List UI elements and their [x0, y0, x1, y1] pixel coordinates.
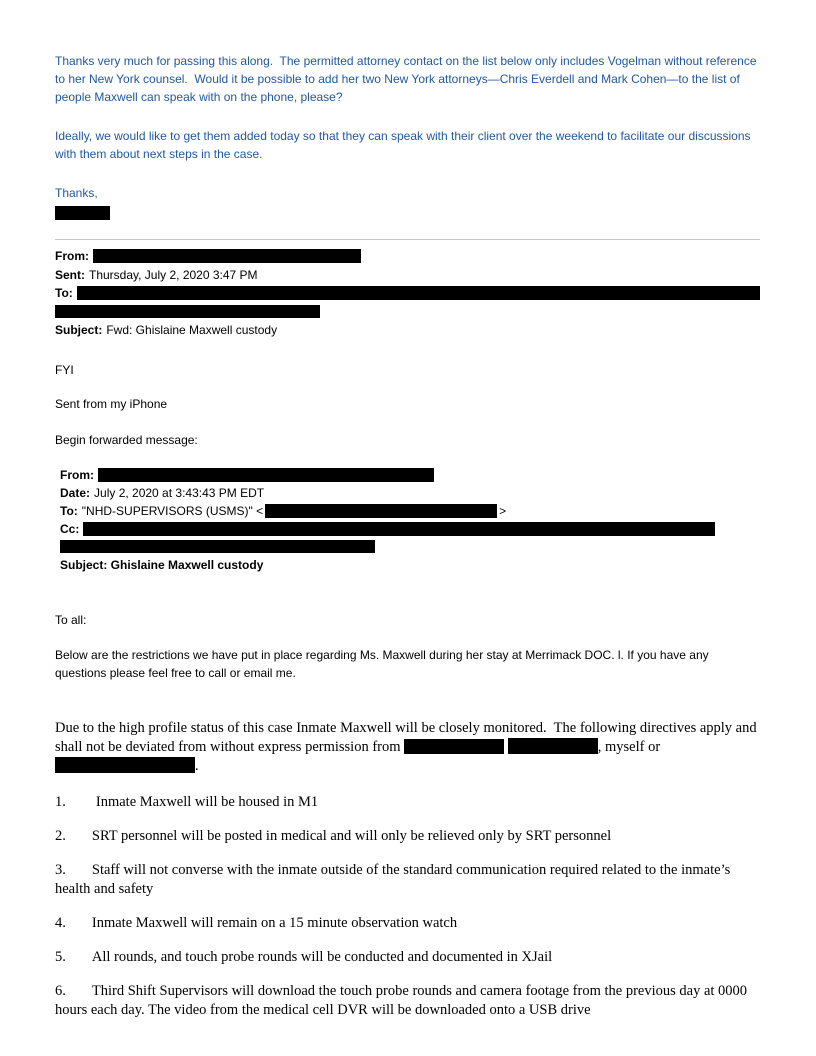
list-item-1	[55, 793, 760, 812]
list-item-6	[55, 982, 760, 1020]
reply-signoff: Thanks,	[55, 186, 98, 200]
reply-paragraph-2: Ideally, we would like to get them added today so that they can speak with their client over the weekend to facilitate our discussions with them about next steps in the case.	[55, 129, 754, 161]
forwarded-email-header	[60, 466, 760, 574]
fwd-from-line	[60, 466, 760, 484]
restrictions-intro-text: Below are the restrictions we have put in place regarding Ms. Maxwell during her stay at Merrimack DOC. l. If you have any questions please feel free to call or email me.	[55, 647, 709, 680]
fwd-to-value-suffix: >	[499, 503, 507, 518]
to-label: To:	[55, 286, 73, 301]
fwd-to-line	[60, 502, 760, 520]
redaction-bar-signature	[55, 206, 110, 220]
redaction-bar-fwd-to	[265, 504, 497, 518]
fwd-from-label: From:	[60, 467, 94, 482]
subject-label: Subject:	[55, 323, 103, 338]
list-item-number: 3.	[55, 861, 66, 878]
redaction-bar-to	[77, 286, 760, 300]
outer-subject-line	[55, 321, 760, 340]
directive-text-3: .	[195, 757, 199, 774]
sent-from-iphone-text: Sent from my iPhone	[55, 396, 168, 411]
directive-text-2: , myself or	[597, 738, 664, 755]
outer-to-line	[55, 284, 760, 303]
outer-sent-line	[55, 266, 760, 285]
list-item-text: Inmate Maxwell will remain on a 15 minute observation watch	[91, 914, 458, 931]
fwd-to-value-prefix: "NHD-SUPERVISORS (USMS)" <	[81, 503, 264, 518]
section-divider	[55, 239, 760, 240]
fwd-to-label: To:	[60, 503, 78, 518]
redaction-bar-directive-3	[55, 757, 195, 773]
fwd-subject-line	[60, 556, 760, 574]
redaction-bar-to-2	[55, 305, 320, 318]
directive-text-1: Due to the high profile status of this case Inmate Maxwell will be closely monitored. The following directives apply and shall not be deviated from without express permission from	[55, 719, 761, 755]
list-item-4	[55, 914, 760, 933]
fwd-subject-text: Subject: Ghislaine Maxwell custody	[60, 557, 264, 572]
fwd-date-value: July 2, 2020 at 3:43:43 PM EDT	[94, 485, 265, 500]
list-item-number: 2.	[55, 827, 66, 844]
redaction-bar-fwd-cc-2	[60, 540, 375, 553]
list-item-text: Third Shift Supervisors will download the touch probe rounds and camera footage from the previous day at 0000 hours each day. The video from the medical cell DVR will be downloaded onto a USB drive	[55, 982, 748, 1018]
sent-label: Sent:	[55, 267, 85, 282]
list-item-5	[55, 948, 760, 967]
list-item-text: Staff will not converse with the inmate outside of the standard communication required related to the inmate’s health and safety	[55, 861, 731, 897]
outer-from-line	[55, 247, 760, 266]
subject-value: Fwd: Ghislaine Maxwell custody	[106, 323, 278, 338]
fyi-text: FYI	[55, 362, 74, 377]
redaction-bar-fwd-from	[98, 468, 434, 482]
list-item-2	[55, 827, 760, 846]
reply-paragraph-1: Thanks very much for passing this along. The permitted attorney contact on the list below only includes Vogelman without reference to her New York counsel. Would it be possible to add her two New York attorneys—Chris Everdell and Mark Cohen—to the list of people Maxwell can speak with on the phone, please?	[55, 54, 760, 104]
outer-to-line-2	[55, 303, 760, 322]
sent-value: Thursday, July 2, 2020 3:47 PM	[89, 267, 258, 282]
list-item-text: Inmate Maxwell will be housed in M1	[95, 793, 319, 810]
outer-email-header	[55, 247, 760, 340]
fwd-date-label: Date:	[60, 485, 91, 500]
list-item-3	[55, 861, 760, 899]
redaction-bar-directive-2	[508, 738, 598, 754]
fwd-cc-label: Cc:	[60, 521, 80, 536]
list-item-number: 1.	[55, 793, 66, 810]
fwd-cc-line-2	[60, 538, 760, 556]
greeting-text: To all:	[55, 612, 87, 627]
directives-list	[55, 793, 760, 1020]
redaction-bar-directive-1	[404, 739, 504, 754]
list-item-number: 5.	[55, 948, 66, 965]
redaction-bar-fwd-cc	[83, 522, 715, 536]
list-item-text: All rounds, and touch probe rounds will be conducted and documented in XJail	[91, 948, 553, 965]
list-item-number: 6.	[55, 982, 66, 999]
list-item-text: SRT personnel will be posted in medical and will only be relieved only by SRT personnel	[91, 827, 612, 844]
from-label: From:	[55, 249, 89, 264]
fwd-cc-line	[60, 520, 760, 538]
directive-paragraph	[55, 719, 760, 776]
list-item-number: 4.	[55, 914, 66, 931]
begin-forwarded-text: Begin forwarded message:	[55, 432, 198, 447]
redaction-bar-from	[93, 249, 361, 263]
fwd-date-line	[60, 484, 760, 502]
